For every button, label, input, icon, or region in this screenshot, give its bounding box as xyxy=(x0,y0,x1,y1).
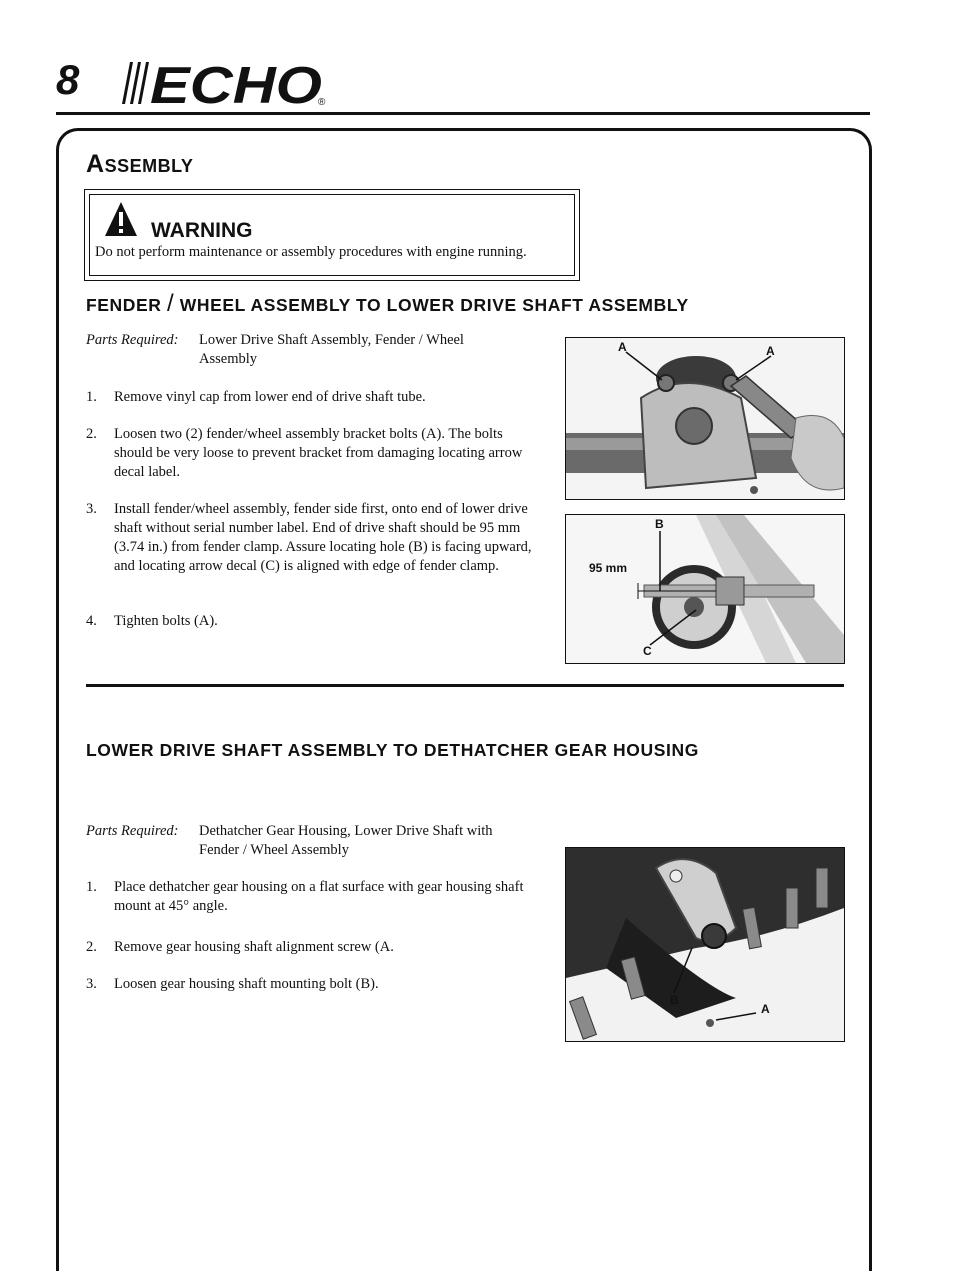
warning-icon xyxy=(103,200,139,238)
step-number: 3. xyxy=(86,501,97,517)
step-text: Tighten bolts (A). xyxy=(114,613,218,629)
step-number: 3. xyxy=(86,976,97,992)
step-text: Place dethatcher gear housing on a flat surface with gear housing shaft mount at 45° angle. xyxy=(114,879,524,914)
step-number: 1. xyxy=(86,389,97,405)
step-text: Remove vinyl cap from lower end of drive shaft tube. xyxy=(114,389,426,405)
section-divider xyxy=(86,684,844,687)
warning-text: Do not perform maintenance or assembly procedures with engine running. xyxy=(95,244,527,260)
label-c: C xyxy=(643,644,652,658)
label-a: A xyxy=(618,340,627,354)
parts-required-value: Lower Drive Shaft Assembly, Fender / Wheel Assembly xyxy=(199,332,464,367)
label-a: A xyxy=(766,344,775,358)
step-text: Remove gear housing shaft alignment screw (A. xyxy=(114,939,394,955)
step-text: Loosen two (2) fender/wheel assembly bracket bolts (A). The bolts should be very loose to prevent bracket from damaging locating arrow decal label. xyxy=(114,426,523,480)
brand-text: ECHO xyxy=(150,58,322,108)
warning-title: WARNING xyxy=(151,219,253,242)
parts-required-value: Dethatcher Gear Housing, Lower Drive Shaft with Fender / Wheel Assembly xyxy=(199,823,493,858)
section2-heading: LOWER DRIVE SHAFT ASSEMBLY TO DETHATCHER GEAR HOUSING xyxy=(86,740,699,760)
label-a: A xyxy=(761,1002,770,1016)
label-b: B xyxy=(670,993,679,1007)
step-text: Loosen gear housing shaft mounting bolt (B). xyxy=(114,976,379,992)
photo-bracket-bolts xyxy=(565,337,845,500)
step-text: Install fender/wheel assembly, fender side first, onto end of lower drive shaft without serial number label. End of drive shaft should be 95 mm (3.74 in.) from fender clamp. Assure locating hole (B) is facing upward, and locating arrow decal (C) is aligned with edge of fender clamp. xyxy=(114,501,532,574)
step-number: 1. xyxy=(86,879,97,895)
label-b: B xyxy=(655,517,664,531)
step-number: 2. xyxy=(86,939,97,955)
parts-required-label: Parts Required: xyxy=(86,332,179,348)
step-number: 2. xyxy=(86,426,97,442)
label-95mm: 95 mm xyxy=(589,561,628,575)
section-title: ASSEMBLY xyxy=(86,150,194,178)
echo-logo xyxy=(110,58,330,108)
photo-gear-housing xyxy=(565,847,845,1042)
photo-fender-clamp xyxy=(565,514,845,664)
parts-required-label: Parts Required: xyxy=(86,823,179,839)
section1-heading: FENDER / WHEEL ASSEMBLY TO LOWER DRIVE SHAFT ASSEMBLY xyxy=(86,290,689,317)
header-rule xyxy=(56,112,870,115)
page-number: 8 xyxy=(56,56,80,103)
step-number: 4. xyxy=(86,613,97,629)
svg-text:®: ® xyxy=(318,97,326,108)
